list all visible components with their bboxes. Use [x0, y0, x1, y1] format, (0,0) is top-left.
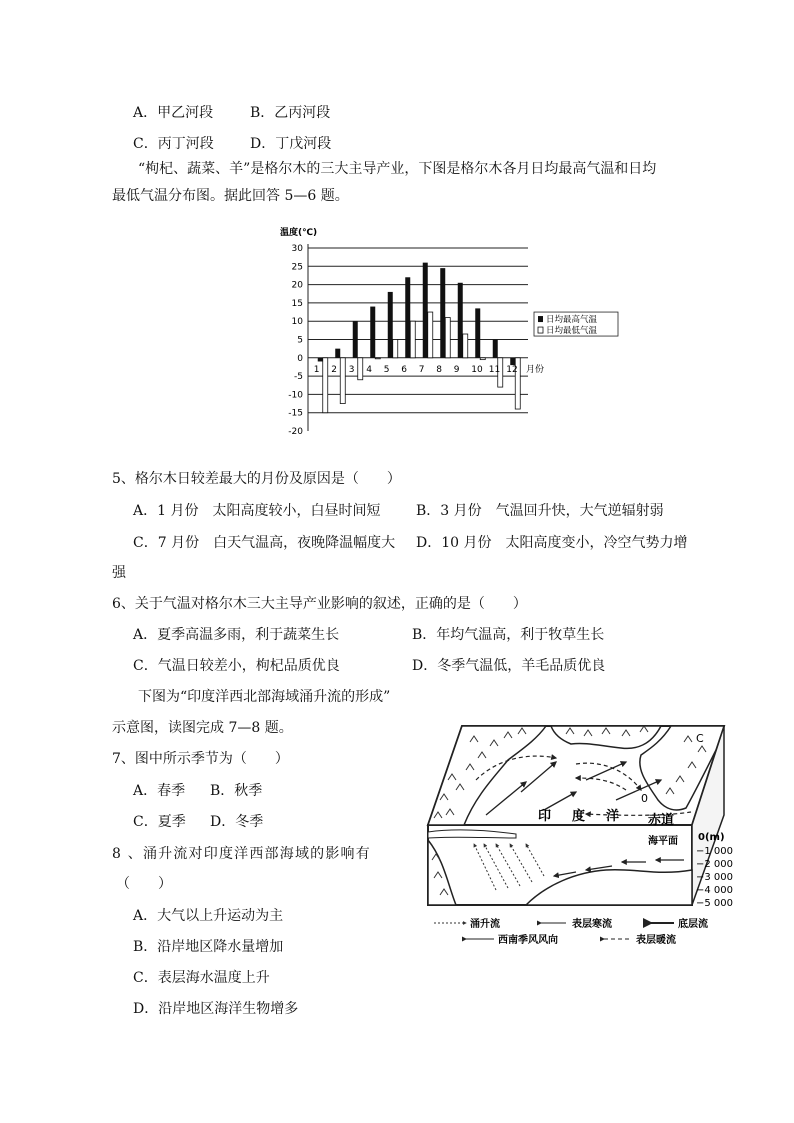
bar-low-month-1	[323, 358, 328, 413]
y-tick-label: -5	[294, 372, 303, 383]
legend-surface-warm: 表层暖流	[636, 935, 676, 946]
y-axis-label: 温度(℃)	[280, 228, 318, 238]
bar-low-month-2	[340, 358, 345, 404]
q6-option-c: C．气温日较差小，枸杞品质优良	[133, 658, 340, 674]
label-ocean-1: 印	[538, 809, 552, 824]
x-tick-label: 2	[331, 364, 337, 375]
depth-3000: −3 000	[696, 872, 734, 883]
y-tick-label: 20	[291, 280, 303, 291]
q6-stem: 6、关于气温对格尔木三大主导产业影响的叙述，正确的是（ ）	[112, 596, 527, 612]
legend-surface-cold: 表层寒流	[572, 919, 612, 930]
depth-4000: −4 000	[696, 885, 734, 896]
q7-option-b: B．秋季	[210, 783, 263, 799]
bar-high-month-2	[335, 349, 340, 358]
x-tick-label: 3	[348, 364, 355, 375]
bar-low-month-5	[393, 340, 398, 358]
legend-bottom: 底层流	[678, 919, 708, 930]
q7-stem: 7、图中所示季节为（ ）	[112, 751, 289, 767]
label-ocean-2: 度	[572, 809, 586, 824]
bar-high-month-6	[405, 277, 410, 358]
legend-sw-monsoon: 西南季风风向	[498, 935, 558, 946]
x-tick-label: 12	[506, 364, 518, 375]
label-c: C	[696, 732, 704, 745]
x-tick-label: 5	[383, 364, 390, 375]
q5-option-d-continued: 强	[112, 565, 126, 581]
label-zero: 0	[641, 792, 648, 805]
q5-option-b: B．3 月份 气温回升快，大气逆辐射弱	[416, 503, 664, 519]
x-tick-label: 7	[418, 364, 425, 375]
depth-5000: −5 000	[696, 898, 734, 909]
y-tick-label: -10	[288, 390, 303, 401]
q4-option-b: B．乙丙河段	[250, 105, 331, 121]
upwelling-diagram	[426, 720, 734, 946]
x-tick-label: 9	[453, 364, 460, 375]
bar-high-month-4	[370, 307, 375, 358]
x-tick-label: 11	[488, 364, 501, 375]
intro-7-8-line1: 下图为“印度洋西北部海域涌升流的形成”	[138, 689, 391, 705]
x-axis-label: 月份	[526, 364, 545, 375]
q4-option-d: D．丁戊河段	[250, 136, 332, 152]
y-tick-label: 10	[291, 317, 303, 328]
label-sea-level: 海平面	[648, 836, 678, 847]
bar-low-month-4	[375, 358, 380, 359]
y-tick-label: 15	[291, 298, 303, 309]
bar-high-month-8	[440, 268, 445, 358]
q8-option-d: D．沿岸地区海洋生物增多	[133, 1001, 299, 1017]
legend-swatch-low	[538, 327, 543, 333]
x-tick-label: 8	[436, 364, 442, 375]
depth-1000: −1 000	[696, 846, 734, 857]
label-ocean-3: 洋	[606, 809, 620, 824]
q5-option-d: D．10 月份 太阳高度变小，冷空气势力增	[416, 535, 688, 551]
q8-option-a: A．大气以上升运动为主	[133, 908, 284, 924]
bar-high-month-3	[353, 321, 358, 358]
x-tick-label: 4	[366, 364, 372, 375]
bar-low-month-7	[428, 312, 433, 358]
bar-high-month-5	[388, 292, 393, 358]
q4-option-a: A．甲乙河段	[133, 105, 214, 121]
q8-stem: 8 、涌升流对印度洋西部海域的影响有	[112, 846, 371, 862]
y-tick-label: 5	[297, 335, 303, 346]
q5-option-a: A．1 月份 太阳高度较小，白昼时间短	[133, 503, 381, 519]
q5-stem: 5、格尔木日较差最大的月份及原因是（ ）	[112, 471, 401, 487]
y-tick-label: -15	[288, 408, 303, 419]
q7-option-c: C．夏季	[133, 814, 186, 830]
x-tick-label: 1	[313, 364, 320, 375]
diagram-legend	[434, 917, 708, 946]
temperature-chart	[268, 222, 628, 437]
q6-option-d: D．冬季气温低，羊毛品质优良	[412, 658, 606, 674]
bar-high-month-7	[423, 263, 428, 358]
depth-2000: −2 000	[696, 859, 734, 870]
bar-low-month-8	[445, 318, 450, 358]
x-tick-label: 6	[401, 364, 407, 375]
bar-low-month-9	[463, 334, 468, 358]
bar-high-month-10	[475, 308, 480, 357]
q7-option-d: D．冬季	[210, 814, 264, 830]
x-tick-label: 10	[471, 364, 483, 375]
y-tick-label: 30	[291, 244, 303, 254]
bar-high-month-11	[493, 340, 498, 358]
q8-option-b: B．沿岸地区降水量增加	[133, 939, 284, 955]
q8-option-c: C．表层海水温度上升	[133, 970, 270, 986]
intro-5-6-line2: 最低气温分布图。据此回答 5—6 题。	[112, 188, 349, 204]
bar-low-month-6	[410, 321, 415, 358]
intro-7-8-line2: 示意图，读图完成 7—8 题。	[112, 720, 293, 736]
y-tick-label: -20	[288, 427, 303, 437]
q6-option-b: B．年均气温高，利于牧草生长	[412, 627, 605, 643]
bar-high-month-9	[458, 283, 463, 358]
depth-unit: 0(m)	[698, 832, 725, 843]
bar-low-month-3	[358, 358, 363, 380]
y-tick-label: 25	[291, 262, 303, 273]
y-tick-label: 0	[297, 353, 303, 364]
legend-swatch-high	[538, 316, 543, 322]
intro-5-6-line1: “枸杞、蔬菜、羊”是格尔木的三大主导产业，下图是格尔木各月日均最高气温和日均	[138, 161, 657, 177]
label-equator: 赤道	[648, 813, 675, 828]
q4-option-c: C．丙丁河段	[133, 136, 214, 152]
legend-label-low: 日均最低气温	[546, 326, 598, 337]
bar-low-month-10	[480, 358, 485, 360]
legend-label-high: 日均最高气温	[546, 315, 598, 326]
legend-upwelling: 涌升流	[470, 919, 500, 930]
q6-option-a: A．夏季高温多雨，利于蔬菜生长	[133, 627, 340, 643]
q8-paren: （ ）	[116, 876, 172, 892]
q5-option-c: C．7 月份 白天气温高，夜晚降温幅度大	[133, 535, 396, 551]
bar-high-month-1	[318, 358, 323, 362]
q7-option-a: A．春季	[133, 783, 186, 799]
